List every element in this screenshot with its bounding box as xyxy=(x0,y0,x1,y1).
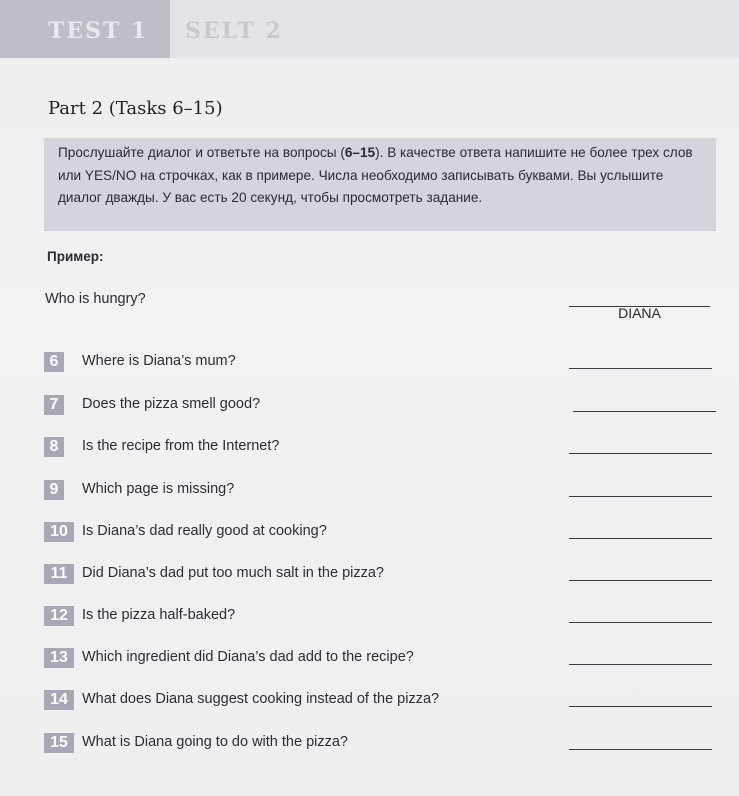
test-tab-label: TEST 1 xyxy=(48,18,149,44)
question-row xyxy=(0,690,739,714)
question-text: Did Diana’s dad put too much salt in the pizza? xyxy=(82,565,384,581)
question-text: What is Diana going to do with the pizza? xyxy=(82,734,348,750)
question-text: What does Diana suggest cooking instead of the pizza? xyxy=(82,691,440,707)
question-text: Is Diana’s dad really good at cooking? xyxy=(82,523,327,539)
answer-line[interactable] xyxy=(569,706,712,707)
question-text: Where is Diana’s mum? xyxy=(82,353,236,369)
question-row xyxy=(0,733,739,757)
question-number: 7 xyxy=(44,395,64,415)
example-answer-line xyxy=(569,305,710,321)
question-number: 9 xyxy=(44,480,64,500)
question-text: Which page is missing? xyxy=(82,481,235,497)
example-label: Пример: xyxy=(47,249,104,264)
question-number: 10 xyxy=(44,522,74,542)
part-title: Part 2 (Tasks 6–15) xyxy=(48,98,223,119)
example-row xyxy=(0,290,739,321)
question-text: Which ingredient did Diana’s dad add to the recipe? xyxy=(82,649,414,665)
question-text: Is the recipe from the Internet? xyxy=(82,438,280,454)
answer-line[interactable] xyxy=(569,580,712,581)
instructions-range: 6–15 xyxy=(344,145,376,160)
answer-line[interactable] xyxy=(569,538,712,539)
answer-line[interactable] xyxy=(569,368,712,369)
answer-line[interactable] xyxy=(569,622,712,623)
question-row xyxy=(0,480,739,504)
question-row xyxy=(0,395,739,419)
question-row xyxy=(0,352,739,376)
header-band xyxy=(0,0,739,58)
question-row xyxy=(0,606,739,630)
question-row xyxy=(0,564,739,588)
question-text: Does the pizza smell good? xyxy=(82,396,261,412)
answer-line[interactable] xyxy=(569,749,712,750)
question-row xyxy=(0,648,739,672)
question-number: 14 xyxy=(44,690,74,710)
instructions-box xyxy=(44,138,716,231)
example-question: Who is hungry? xyxy=(45,291,146,307)
question-text: Is the pizza half-baked? xyxy=(82,607,236,623)
instructions-before: Прослушайте диалог и ответьте на вопросы ( xyxy=(58,145,345,160)
question-number: 6 xyxy=(44,352,64,372)
question-row xyxy=(0,437,739,461)
answer-line[interactable] xyxy=(573,411,716,412)
next-tab-label: SELT 2 xyxy=(185,18,283,44)
question-number: 11 xyxy=(44,564,74,584)
answer-line[interactable] xyxy=(569,496,712,497)
test-tab xyxy=(0,0,170,58)
answer-line[interactable] xyxy=(569,453,712,454)
answer-line[interactable] xyxy=(569,664,712,665)
question-row xyxy=(0,522,739,546)
question-number: 12 xyxy=(44,606,74,626)
question-number: 15 xyxy=(44,733,74,753)
instructions-after: ). В качестве ответа напишите не более трех слов или YES/NO на строчках, как в примере. Числа необходимо записывать буквами. Вы услышите диалог дважды. У вас есть 20 секунд, чтобы просмотреть задание. xyxy=(58,145,693,205)
question-number: 8 xyxy=(44,437,64,457)
question-number: 13 xyxy=(44,648,74,668)
example-answer: DIANA xyxy=(618,305,661,321)
instructions-text xyxy=(58,142,708,210)
